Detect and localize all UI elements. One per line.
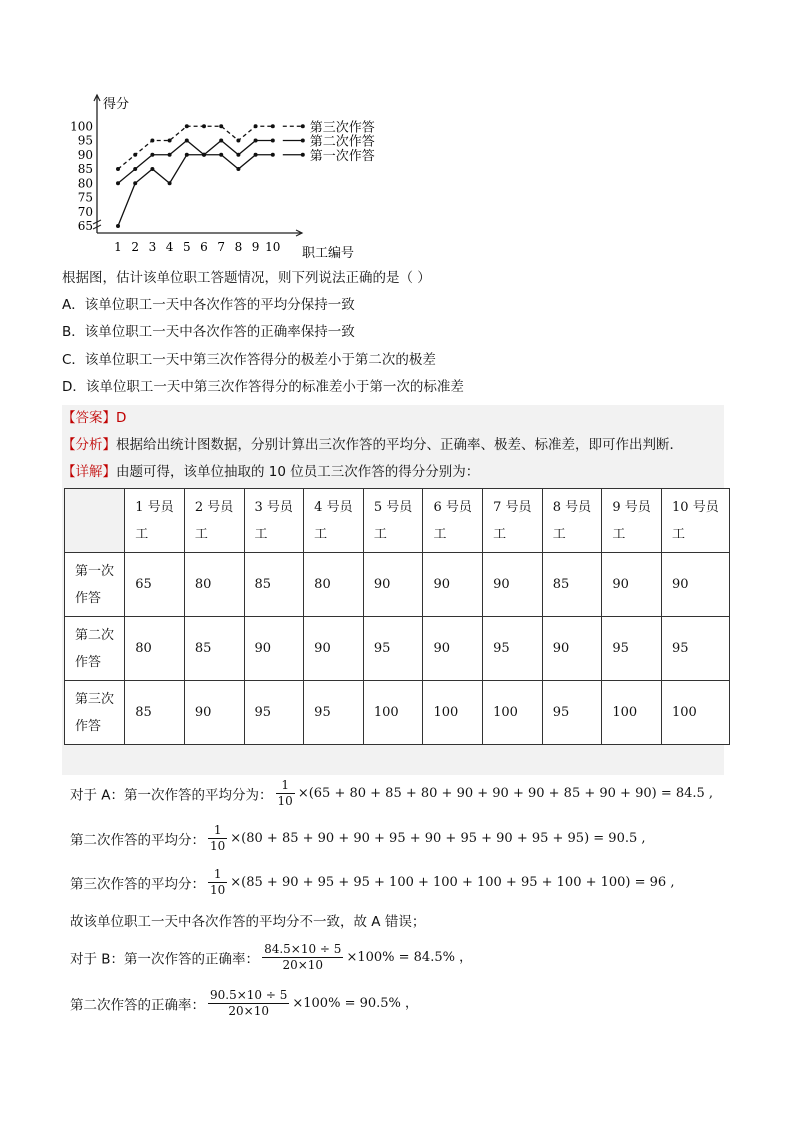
- table-row: [65, 617, 730, 681]
- table-cell: 95: [542, 681, 602, 745]
- y-tick-label: 90: [77, 147, 93, 162]
- data-point: [219, 153, 223, 157]
- data-point: [168, 181, 172, 185]
- data-point: [185, 124, 189, 128]
- table-header-cell: 2 号员 工: [184, 489, 244, 553]
- table-cell: 85: [542, 553, 602, 617]
- solution-second-prefix: 第二次作答的平均分：: [70, 832, 205, 849]
- series-3: [116, 153, 275, 228]
- y-axis-label: 得分: [103, 97, 130, 112]
- legend-marker: [301, 153, 305, 157]
- data-point: [254, 139, 258, 143]
- fraction: $\frac{84.5\times 10 \div 5}{20\times 10}$: [264, 942, 342, 972]
- score-table: [64, 488, 730, 745]
- legend-label: 第二次作答: [309, 134, 375, 150]
- data-point: [116, 224, 120, 228]
- data-point: [236, 139, 240, 143]
- table-cell: 100: [483, 681, 543, 745]
- solution-a-line1: [70, 778, 713, 809]
- fraction: $\frac{1}{10}$: [277, 778, 293, 808]
- solution-a-line3: [70, 867, 674, 898]
- analysis-tag: 【分析】: [62, 437, 116, 453]
- fraction: $\frac{1}{10}$: [210, 867, 226, 897]
- y-tick-label: 65: [77, 219, 93, 233]
- data-point: [219, 139, 223, 143]
- table-cell: 90: [483, 553, 543, 617]
- solution-b-line2: [70, 988, 418, 1019]
- table-header-row: [65, 489, 730, 553]
- data-point: [116, 167, 120, 171]
- fraction: $\frac{90.5\times 10 \div 5}{20\times 10}$: [210, 988, 288, 1018]
- solution-b2-prefix: 第二次作答的正确率：: [70, 997, 205, 1014]
- table-cell: 100: [662, 681, 730, 745]
- table-row: [65, 553, 730, 617]
- data-point: [168, 139, 172, 143]
- table-cell: 95: [363, 617, 423, 681]
- option-b: B．该单位职工一天中各次作答的正确率保持一致: [62, 324, 355, 340]
- table-cell: 85: [244, 553, 304, 617]
- series-line: [118, 155, 273, 226]
- solution-a-line2: [70, 823, 646, 854]
- table-cell: 95: [483, 617, 543, 681]
- x-tick-label: 9: [251, 240, 260, 254]
- series-line: [118, 141, 273, 184]
- solution-a1-expr: ×(65 + 80 + 85 + 80 + 90 + 90 + 90 + 85 + 90 + 90) = 84.5 ,: [297, 786, 714, 801]
- data-point: [271, 139, 275, 143]
- x-tick-label: 8: [234, 240, 243, 254]
- table-row-label: 第一次 作答: [65, 553, 125, 617]
- fraction: $\frac{1}{10}$: [210, 823, 226, 853]
- y-tick-label: 70: [77, 204, 93, 219]
- answer-value: D: [116, 410, 127, 426]
- data-point: [202, 124, 206, 128]
- data-point: [271, 153, 275, 157]
- data-point: [133, 167, 137, 171]
- question-stem: 根据图，估计该单位职工答题情况，则下列说法正确的是（ ）: [62, 270, 431, 286]
- data-point: [168, 153, 172, 157]
- table-cell: 90: [542, 617, 602, 681]
- data-point: [116, 181, 120, 185]
- answer-line: [62, 408, 126, 428]
- detail-text: 由题可得，该单位抽取的 10 位员工三次作答的得分分别为：: [116, 464, 480, 480]
- solution-b-line1: [70, 942, 472, 973]
- x-tick-label: 3: [148, 240, 157, 254]
- x-tick-label: 2: [131, 240, 140, 254]
- solution-a-prefix: 对于 A：第一次作答的平均分为：: [70, 787, 273, 804]
- table-cell: 100: [423, 681, 483, 745]
- data-point: [150, 139, 154, 143]
- table-cell: 80: [184, 553, 244, 617]
- table-header-cell: 8 号员 工: [542, 489, 602, 553]
- x-tick-label: 6: [200, 240, 208, 254]
- analysis-line: [62, 435, 683, 455]
- table-cell: 80: [125, 617, 185, 681]
- solution-third-prefix: 第三次作答的平均分：: [70, 876, 205, 893]
- table-cell: 95: [244, 681, 304, 745]
- option-d: D．该单位职工一天中第三次作答得分的标准差小于第一次的标准差: [62, 379, 464, 395]
- detail-line: [62, 462, 479, 482]
- table-row: [65, 681, 730, 745]
- x-axis-label: 职工编号: [302, 246, 355, 261]
- table-cell: 100: [602, 681, 662, 745]
- table-cell: 90: [304, 617, 364, 681]
- table-cell: 90: [363, 553, 423, 617]
- series-2: [116, 139, 275, 186]
- data-point: [254, 153, 258, 157]
- data-point: [150, 153, 154, 157]
- table-cell: 95: [304, 681, 364, 745]
- answer-tag: 【答案】: [62, 410, 116, 426]
- data-point: [236, 167, 240, 171]
- table-cell: 80: [304, 553, 364, 617]
- y-tick-label: 80: [77, 176, 93, 191]
- table-header-cell: 3 号员 工: [244, 489, 304, 553]
- data-point: [185, 153, 189, 157]
- y-tick-label: 85: [77, 162, 93, 176]
- data-point: [202, 153, 206, 157]
- table-cell: 95: [662, 617, 730, 681]
- x-tick-label: 1: [114, 240, 122, 254]
- chart-legend: [283, 119, 375, 164]
- data-point: [254, 124, 258, 128]
- solution-b-prefix: 对于 B：第一次作答的正确率：: [70, 951, 260, 968]
- x-tick-label: 10: [265, 240, 281, 254]
- legend-marker: [301, 124, 305, 128]
- chart-series: [116, 124, 275, 228]
- data-point: [133, 181, 137, 185]
- table-cell: 90: [602, 553, 662, 617]
- table-header-cell: 10 号员 工: [662, 489, 730, 553]
- x-tick-label: 7: [217, 240, 226, 254]
- table-corner-cell: [65, 489, 125, 553]
- solution-b2-tail: ×100% = 90.5% ，: [292, 996, 419, 1011]
- y-tick-label: 75: [77, 190, 93, 205]
- table-row-label: 第三次 作答: [65, 681, 125, 745]
- solution-a3-expr: ×(85 + 90 + 95 + 95 + 100 + 100 + 100 + 95 + 100 + 100) = 96 ,: [230, 875, 675, 890]
- table-header-cell: 4 号员 工: [304, 489, 364, 553]
- data-point: [150, 167, 154, 171]
- table-cell: 95: [602, 617, 662, 681]
- table-header-cell: 5 号员 工: [363, 489, 423, 553]
- option-c: C．该单位职工一天中第三次作答得分的极差小于第二次的极差: [62, 352, 436, 368]
- legend-marker: [301, 139, 305, 143]
- table-cell: 90: [184, 681, 244, 745]
- y-tick-label: 95: [77, 133, 93, 148]
- table-header-cell: 6 号员 工: [423, 489, 483, 553]
- solution-a2-expr: ×(80 + 85 + 90 + 90 + 95 + 90 + 95 + 90 + 95 + 95) = 90.5 ,: [230, 831, 646, 846]
- table-header-cell: 9 号员 工: [602, 489, 662, 553]
- score-line-chart: [60, 90, 400, 270]
- table-row-label: 第二次 作答: [65, 617, 125, 681]
- table-header-cell: 1 号员 工: [125, 489, 185, 553]
- data-point: [219, 124, 223, 128]
- table-cell: 85: [125, 681, 185, 745]
- data-point: [271, 124, 275, 128]
- solution-a-conclusion: 故该单位职工一天中各次作答的平均分不一致，故 A 错误；: [70, 914, 426, 930]
- data-point: [185, 139, 189, 143]
- analysis-text: 根据给出统计图数据，分别计算出三次作答的平均分、正确率、极差、标准差，即可作出判断．: [116, 437, 683, 453]
- table-cell: 65: [125, 553, 185, 617]
- detail-tag: 【详解】: [62, 464, 116, 480]
- solution-b1-tail: ×100% = 84.5% ，: [346, 950, 473, 965]
- table-cell: 90: [662, 553, 730, 617]
- table-cell: 90: [244, 617, 304, 681]
- table-cell: 100: [363, 681, 423, 745]
- legend-label: 第三次作答: [309, 120, 375, 136]
- table-cell: 90: [423, 553, 483, 617]
- table-cell: 85: [184, 617, 244, 681]
- option-a: A．该单位职工一天中各次作答的平均分保持一致: [62, 297, 355, 313]
- table-cell: 90: [423, 617, 483, 681]
- data-point: [133, 153, 137, 157]
- data-point: [236, 153, 240, 157]
- table-header-cell: 7 号员 工: [483, 489, 543, 553]
- x-tick-label: 4: [165, 240, 174, 254]
- legend-label: 第一次作答: [309, 148, 375, 164]
- y-tick-label: 100: [70, 119, 93, 134]
- x-tick-label: 5: [182, 240, 191, 254]
